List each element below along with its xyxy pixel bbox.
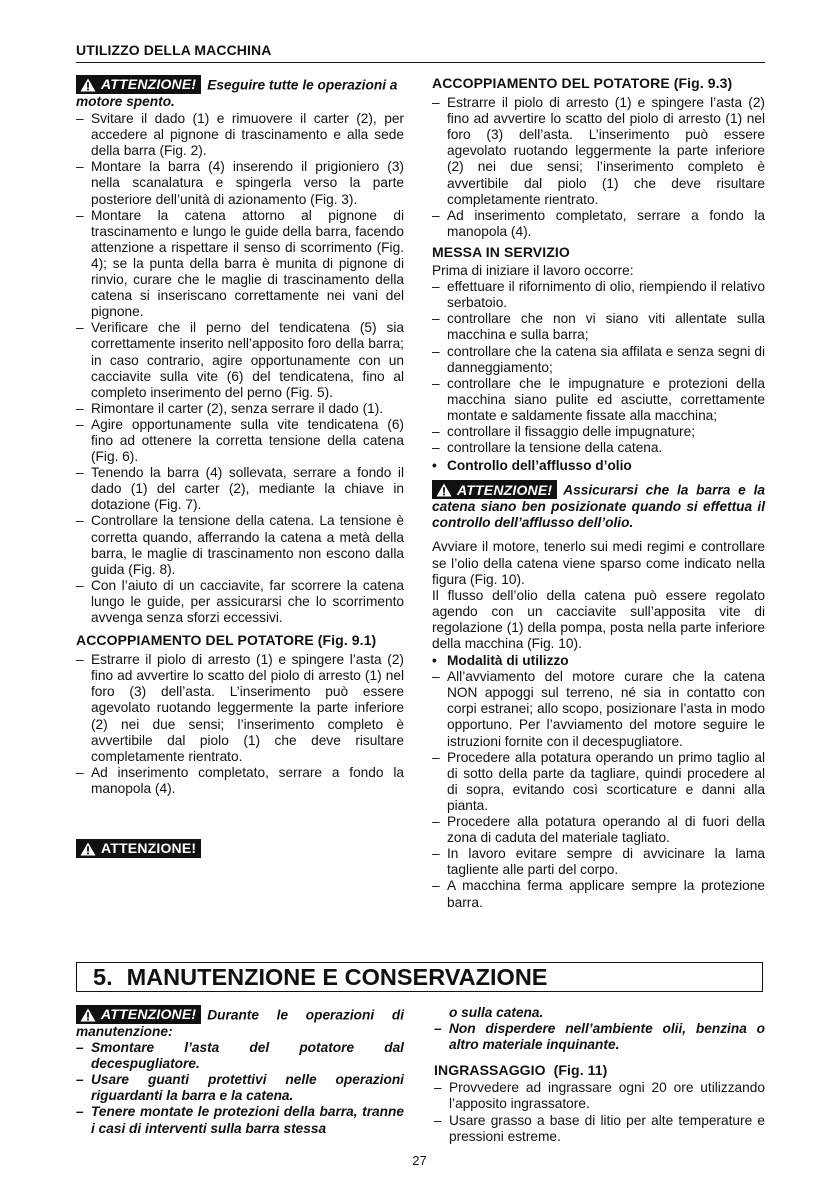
- maintenance-list-continued: [434, 1021, 765, 1053]
- oil-paragraph-1: Avviare il motore, tenerlo sui medi regimi e controllare se l’olio della catena viene sparso come indicato nella figura (Fig. 10).: [432, 539, 765, 587]
- coupling-list-9-1: [76, 652, 404, 797]
- page-number: 27: [412, 1153, 427, 1168]
- usage-list: [432, 669, 765, 910]
- maintenance-left: [76, 1005, 404, 1137]
- list-item: – In lavoro evitare sempre di avvicinare la lama tagliente alle parti del corpo.: [432, 846, 765, 878]
- oil-check-heading: • Controllo dell’afflusso d’olio: [432, 458, 765, 474]
- section-heading: [76, 962, 763, 992]
- warning-text: Eseguire tutte le operazioni a motore spento.: [76, 77, 398, 109]
- list-item: – Ad inserimento completato, serrare a fondo la manopola (4).: [432, 208, 765, 240]
- warning-triangle-icon: [436, 483, 452, 497]
- list-item: – controllare che le impugnature e protezioni della macchina siano pulite ed asciutte, correttamente montate e saldamente fissate alla macchina;: [432, 376, 765, 424]
- list-item: – Procedere alla potatura operando un primo taglio al di sotto della parte da tagliare, quindi procedere al di sopra, evitando così scorticature e danni alla pianta.: [432, 750, 765, 814]
- list-item: – Rimontare il carter (2), senza serrare il dado (1).: [76, 401, 404, 417]
- list-item: – Ad inserimento completato, serrare a fondo la manopola (4).: [76, 765, 404, 797]
- list-item: – Provvedere ad ingrassare ogni 20 ore utilizzando l’apposito ingrassatore.: [434, 1080, 765, 1112]
- section-number: 5.: [93, 963, 113, 990]
- list-item: – Tenere montate le protezioni della barra, tranne i casi di interventi sulla barra stessa: [76, 1104, 404, 1136]
- maintenance-warning-text: Durante le operazioni di manutenzione:: [76, 1007, 404, 1039]
- list-item: – Tenendo la barra (4) sollevata, serrare a fondo il dado (1) del carter (2), mediante la chiave in dotazione (Fig. 7).: [76, 465, 404, 513]
- coupling-heading-9-3: ACCOPPIAMENTO DEL POTATORE (Fig. 9.3): [432, 75, 733, 91]
- warning-badge: ATTENZIONE!: [432, 480, 557, 499]
- warning-triangle-icon: [80, 1008, 96, 1022]
- list-item: – All’avviamento del motore curare che la catena NON appoggi sul terreno, né sia in contatto con corpi estranei; allo scopo, posizionare l’asta in modo opportuno. Per l’avviamento del motore seguire le istruzioni fornite con il decespugliatore.: [432, 669, 765, 749]
- right-column: [432, 75, 765, 911]
- list-item: – Montare la catena attorno al pignone di trascinamento e lungo le guide della barra, facendo attenzione a rispettare il senso di scorrimento (Fig. 4); se la punta della barra è munita di pignone di rinvio, curare che le maglie di trascinamento della catena si inseriscano correttamente nei vani del pignone.: [76, 208, 404, 321]
- oil-paragraph-2: Il flusso dell’olio della catena può essere regolato agendo con un cacciavite sull’apposita vite di regolazione (1) della pompa, posta nella parte inferiore della macchina (Fig. 10).: [432, 587, 765, 651]
- warning-triangle-icon: [80, 78, 96, 92]
- grease-heading: INGRASSAGGIO (Fig. 11): [434, 1062, 608, 1079]
- list-item: – Controllare la tensione della catena. La tensione è corretta quando, afferrando la catena a metà della barra, le maglie di trascinamento non escono dalla guida (Fig. 8).: [76, 513, 404, 577]
- list-item: – Smontare l’asta del potatore dal decespugliatore.: [76, 1040, 404, 1072]
- list-item: – Estrarre il piolo di arresto (1) e spingere l’asta (2) fino ad avvertire lo scatto del piolo di arresto (1) nel foro (3) dell’asta. L’inserimento può essere agevolato ruotando leggermente la parte inferiore (2) nei due sensi; l’inserimento completo è avvertibile dal piolo (1) che deve risultare completamente rientrato.: [76, 652, 404, 765]
- list-item: – Svitare il dado (1) e rimuovere il carter (2), per accedere al pignone di trascinamento e alla sede della barra (Fig. 2).: [76, 111, 404, 159]
- list-item: – Usare guanti protettivi nelle operazioni riguardanti la barra e la catena.: [76, 1072, 404, 1104]
- maintenance-continuation: o sulla catena.: [449, 1005, 544, 1020]
- maintenance-list: [76, 1040, 404, 1137]
- list-item: – Agire opportunamente sulla vite tendicatena (6) fino ad ottenere la corretta tensione della catena (Fig. 6).: [76, 417, 404, 465]
- header-rule: [76, 62, 765, 63]
- service-heading: MESSA IN SERVIZIO: [432, 243, 570, 260]
- warning-badge-standalone: ATTENZIONE!: [76, 839, 201, 858]
- list-item: – controllare il fissaggio delle impugnature;: [432, 424, 765, 440]
- assembly-list: [76, 111, 404, 626]
- grease-list: [434, 1080, 765, 1144]
- left-column: [76, 75, 404, 858]
- warning-triangle-icon: [80, 842, 96, 856]
- oil-warning-text: Assicurarsi che la barra e la catena siano ben posizionate quando si effettua il controllo dell’afflusso dell’olio.: [432, 482, 765, 531]
- maintenance-right: [434, 1005, 765, 1145]
- service-intro: Prima di iniziare il lavoro occorre:: [432, 263, 634, 279]
- coupling-list-9-3: [432, 95, 765, 240]
- list-item: – controllare che non vi siano viti allentate sulla macchina e sulla barra;: [432, 311, 765, 343]
- list-item: – Montare la barra (4) inserendo il prigioniero (3) nella scanalatura e spingerla verso la parte posteriore dell’unità di azionamento (Fig. 3).: [76, 159, 404, 207]
- list-item: – controllare che la catena sia affilata e senza segni di danneggiamento;: [432, 344, 765, 376]
- list-item: – Non disperdere nell’ambiente olii, benzina o altro materiale inquinante.: [434, 1021, 765, 1053]
- section-title: MANUTENZIONE E CONSERVAZIONE: [126, 963, 548, 990]
- list-item: – Verificare che il perno del tendicatena (5) sia correttamente inserito nell’apposito foro della barra; in caso contrario, agire opportunamente con un cacciavite sulla vite (6) del tendicatena, fino al completo inserimento del perno (Fig. 5).: [76, 320, 404, 400]
- list-item: – A macchina ferma applicare sempre la protezione barra.: [432, 878, 765, 910]
- list-item: – Con l’aiuto di un cacciavite, far scorrere la catena lungo le guide, per assicurarsi che lo scorrimento avvenga senza sforzi eccessivi.: [76, 578, 404, 626]
- page-header: UTILIZZO DELLA MACCHINA: [76, 42, 272, 58]
- list-item: – Procedere alla potatura operando al di fuori della zona di caduta del materiale tagliato.: [432, 814, 765, 846]
- list-item: – Estrarre il piolo di arresto (1) e spingere l’asta (2) fino ad avvertire lo scatto del piolo di arresto (1) nel foro (3) dell’asta. L’inserimento può essere agevolato ruotando leggermente la parte inferiore (2) nei due sensi; l’inserimento completo è avvertibile dal piolo (1) che deve risultare completamente rientrato.: [432, 95, 765, 208]
- list-item: – effettuare il rifornimento di olio, riempiendo il relativo serbatoio.: [432, 279, 765, 311]
- warning-badge: ATTENZIONE!: [76, 75, 201, 94]
- warning-badge: ATTENZIONE!: [76, 1005, 201, 1024]
- usage-heading: • Modalità di utilizzo: [432, 653, 765, 669]
- list-item: – Usare grasso a base di litio per alte temperature e pressioni estreme.: [434, 1113, 765, 1145]
- service-list: [432, 279, 765, 456]
- list-item: – controllare la tensione della catena.: [432, 440, 765, 456]
- coupling-heading-9-1: ACCOPPIAMENTO DEL POTATORE (Fig. 9.1): [76, 632, 377, 649]
